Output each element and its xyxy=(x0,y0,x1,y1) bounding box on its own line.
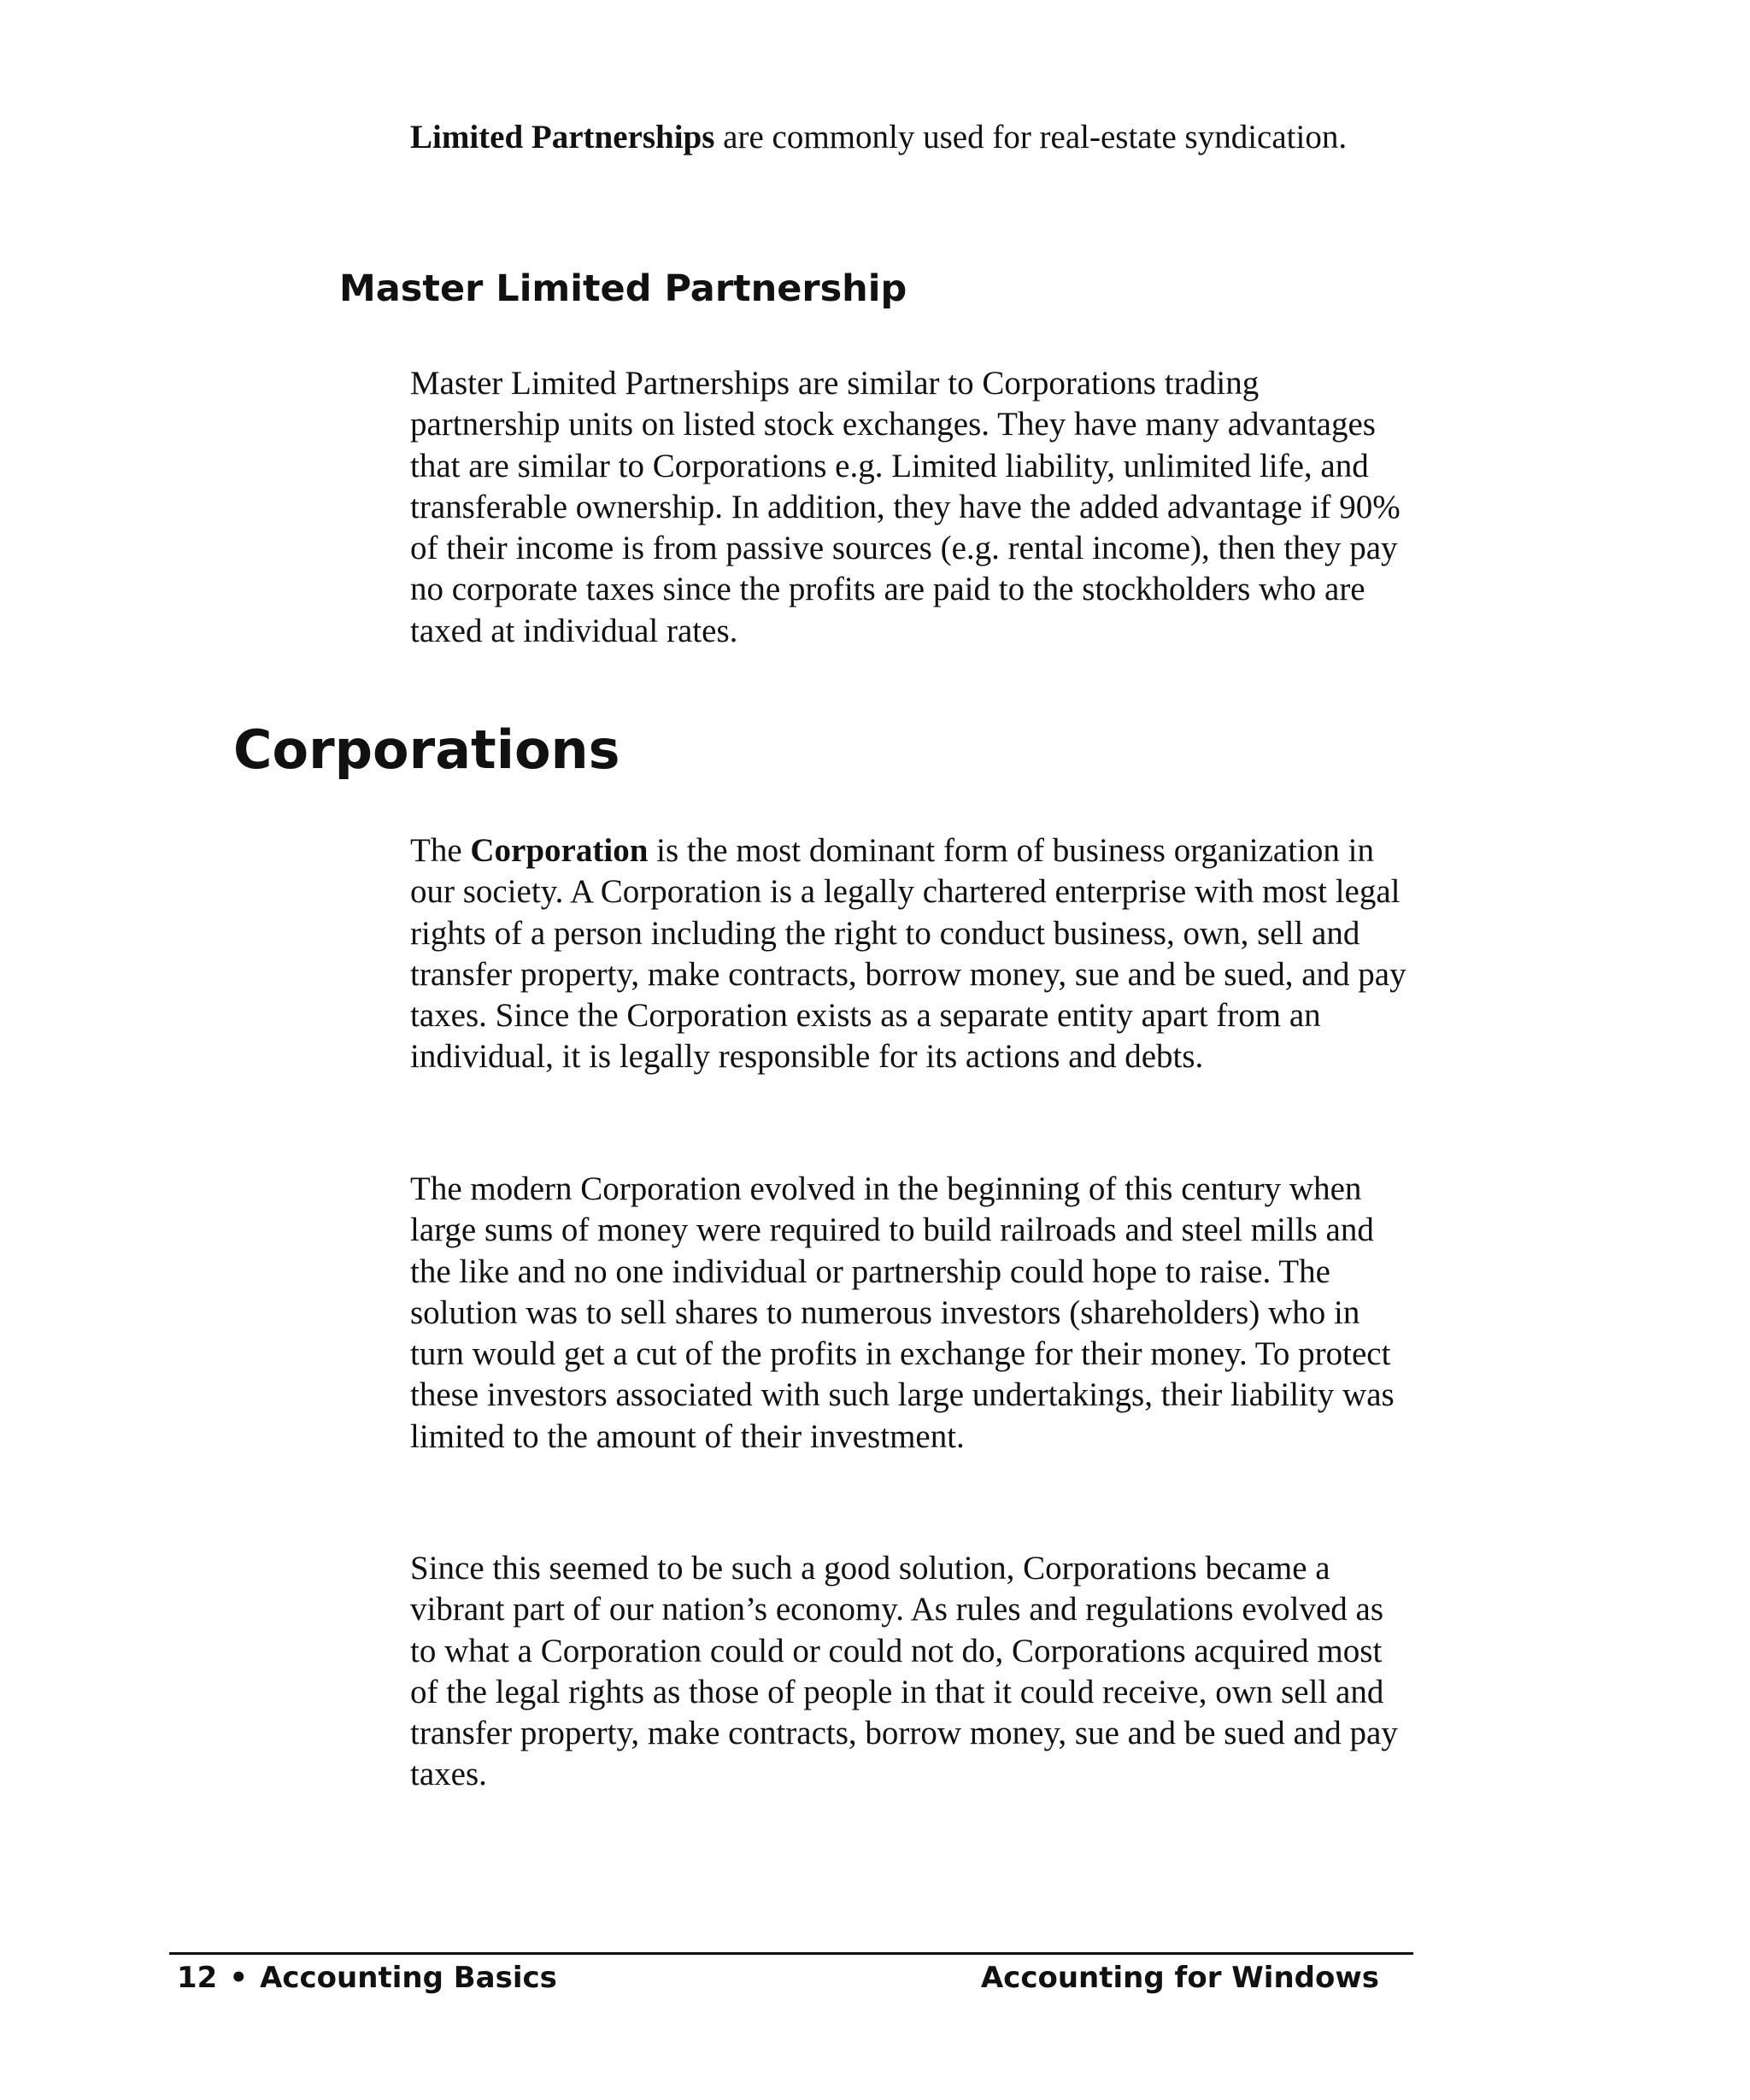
intro-bold-term: Limited Partnerships xyxy=(410,119,715,155)
corporations-paragraph-2: The modern Corporation evolved in the beginning of this century when large sums of money were required to build railroads and steel mills and the like and no one individual or partnership could hope to raise. The solution was to sell shares to numerous investors (shareholders) who in turn would get a cut of the profits in exchange for their money. To protect these investors associated with such large undertakings, their liability was limited to the amount of their investment. xyxy=(410,1170,1395,1455)
corporations-paragraph-3: Since this seemed to be such a good solution, Corporations became a vibrant part of our nation’s economy. As rules and regulations evolved as to what a Corporation could or could not do, Corporations acquired most of the legal rights as those of people in that it could receive, own sell and transfer property, make contracts, borrow money, sue and be sued and pay taxes. xyxy=(410,1550,1398,1793)
page-number: 12 xyxy=(177,1961,218,1995)
book-title: Accounting for Windows xyxy=(980,1961,1379,1995)
footer-divider xyxy=(169,1952,1413,1955)
chapter-title: Accounting Basics xyxy=(260,1961,557,1995)
footer-left xyxy=(177,1959,557,1997)
mlp-paragraph: Master Limited Partnerships are similar to Corporations trading partnership units on listed stock exchanges. They have many advantages that are similar to Corporations e.g. Limited liability, unlimited life, and transferable ownership. In addition, they have the added advantage if 90% of their income is from passive sources (e.g. rental income), then they pay no corporate taxes since the profits are paid to the stockholders who are taxed at individual rates. xyxy=(410,365,1401,649)
corporations-paragraph-1 xyxy=(410,830,1410,1078)
footer-bullet: • xyxy=(229,1961,249,1995)
intro-text: are commonly used for real-estate syndication. xyxy=(714,119,1348,155)
corp-p1-bold-term: Corporation xyxy=(470,832,649,869)
intro-paragraph xyxy=(410,117,1410,158)
heading-corporations: Corporations xyxy=(233,719,620,781)
corp-p1-text: is the most dominant form of business organization in our society. A Corporation is a legally chartered enterprise with most legal rights of a person including the right to conduct business, own, sell and transfer property, make contracts, borrow money, sue and be sued, and pay taxes. Since the Corporation exists as a separate entity apart from an individual, it is legally responsible for its actions and debts. xyxy=(410,832,1406,1076)
corp-p1-lead: The xyxy=(410,832,471,869)
heading-master-limited-partnership: Master Limited Partnership xyxy=(339,267,907,310)
